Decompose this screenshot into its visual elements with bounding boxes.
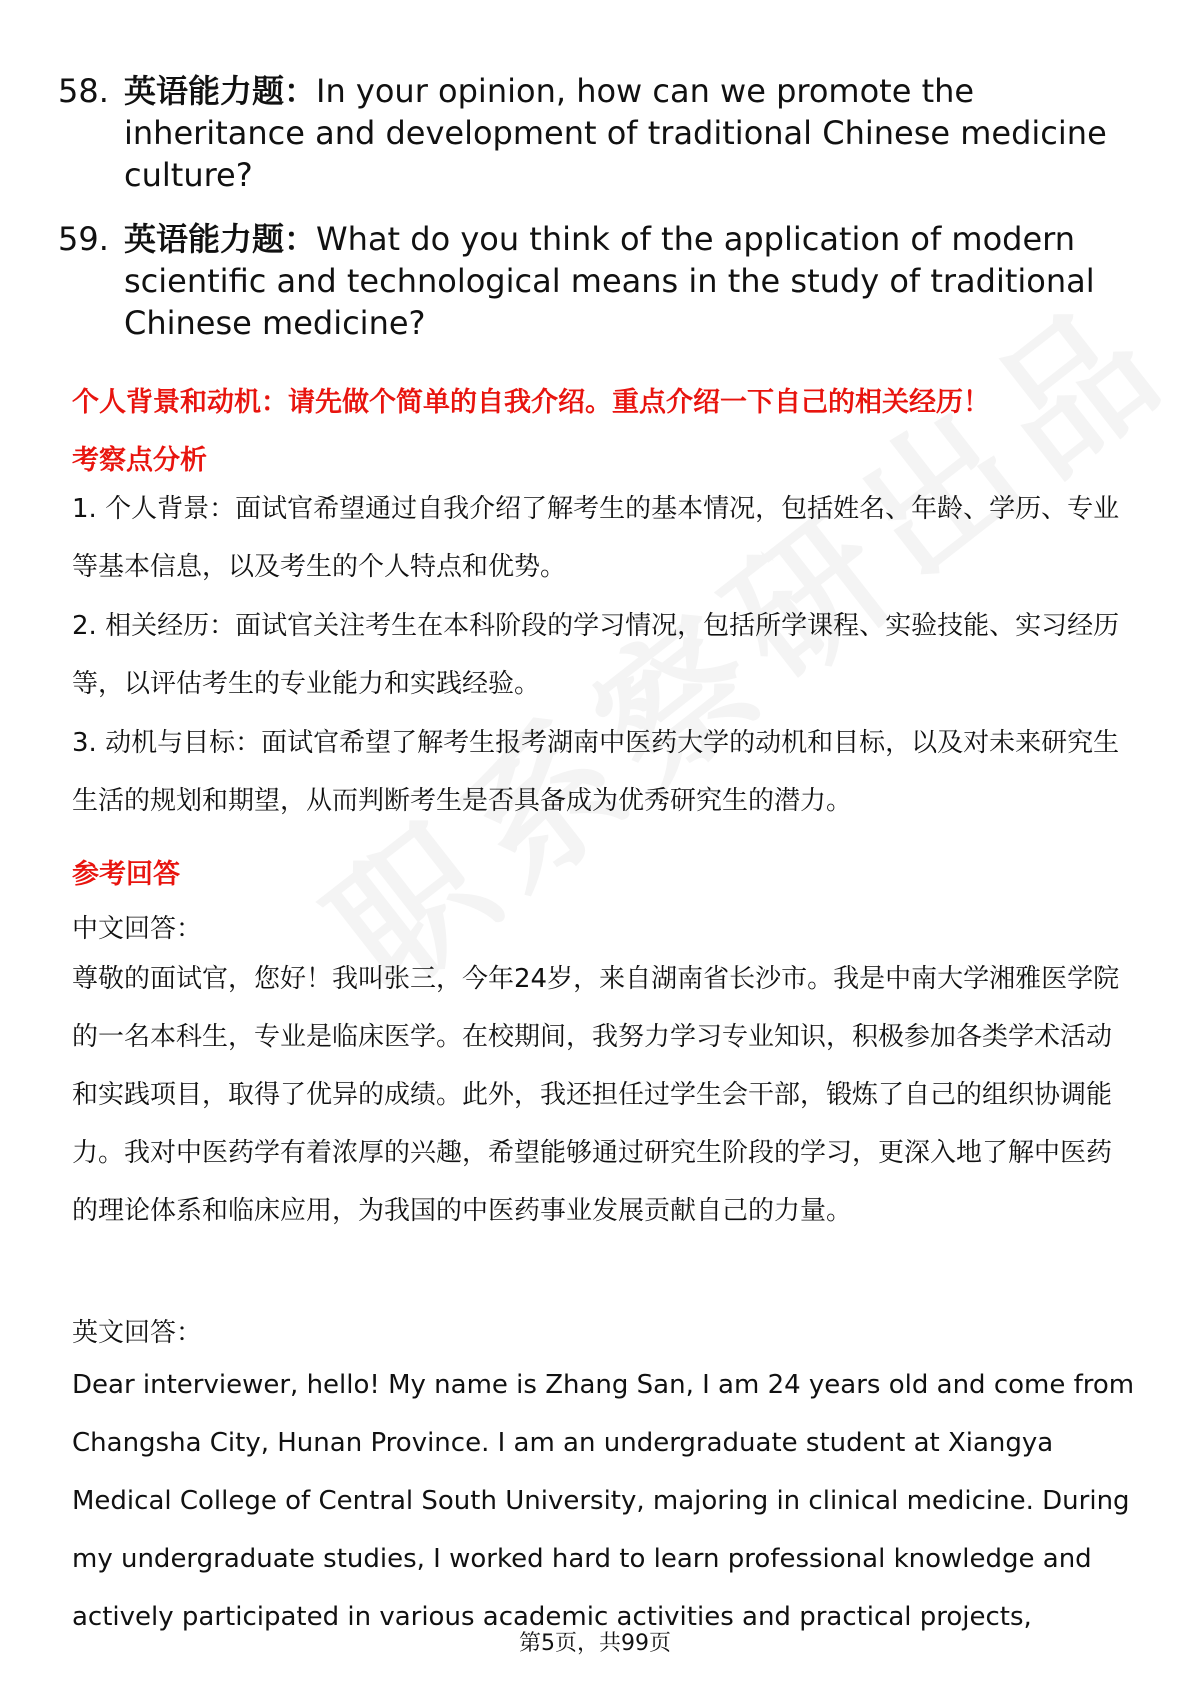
question-number: 59. <box>58 220 109 258</box>
analysis-point-3: 3. 动机与目标：面试官希望了解考生报考湖南中医药大学的动机和目标，以及对未来研究生生活的规划和期望，从而判断考生是否具备成为优秀研究生的潜力。 <box>72 728 1120 816</box>
question-text: In your opinion, how can we promote the inheritance and development of traditional Chinese medicine culture? <box>124 72 1107 194</box>
english-answer-label: 英文回答： <box>72 1318 203 1348</box>
page-footer: 第5页，共99页 <box>519 1631 671 1656</box>
question-number: 58. <box>58 72 109 110</box>
analysis-point-1: 1. 个人背景：面试官希望通过自我介绍了解考生的基本情况，包括姓名、年龄、学历、专业等基本信息，以及考生的个人特点和优势。 <box>72 494 1120 582</box>
chinese-answer-label: 中文回答： <box>72 914 203 944</box>
question-59 <box>58 218 1138 344</box>
question-tag: 英语能力题： <box>124 72 317 110</box>
question-text: What do you think of the application of modern scientific and technological means in the study of traditional Chinese medicine? <box>124 220 1095 342</box>
question-58 <box>58 70 1138 196</box>
english-answer-line: Medical College of Central South University, majoring in clinical medicine. During <box>72 1486 1130 1516</box>
analysis-point-2: 2. 相关经历：面试官关注考生在本科阶段的学习情况，包括所学课程、实验技能、实习经历等，以评估考生的专业能力和实践经验。 <box>72 611 1120 699</box>
section-heading: 个人背景和动机：请先做个简单的自我介绍。重点介绍一下自己的相关经历！ <box>72 387 990 418</box>
english-answer-line: my undergraduate studies, I worked hard to learn professional knowledge and <box>72 1544 1092 1574</box>
english-answer-line: Dear interviewer, hello! My name is Zhang San, I am 24 years old and come from <box>72 1370 1135 1400</box>
english-answer-line: actively participated in various academic activities and practical projects, <box>72 1602 1032 1632</box>
chinese-answer: 尊敬的面试官，您好！我叫张三，今年24岁，来自湖南省长沙市。我是中南大学湘雅医学院的一名本科生，专业是临床医学。在校期间，我努力学习专业知识，积极参加各类学术活动和实践项目，取得了优异的成绩。此外，我还担任过学生会干部，锻炼了自己的组织协调能力。我对中医药学有着浓厚的兴趣，希望能够通过研究生阶段的学习，更深入地了解中医药的理论体系和临床应用，为我国的中医药事业发展贡献自己的力量。 <box>72 964 1120 1226</box>
english-answer-line: Changsha City, Hunan Province. I am an undergraduate student at Xiangya <box>72 1428 1054 1458</box>
reference-heading: 参考回答 <box>72 859 180 890</box>
question-tag: 英语能力题： <box>124 220 317 258</box>
analysis-heading: 考察点分析 <box>72 445 207 476</box>
